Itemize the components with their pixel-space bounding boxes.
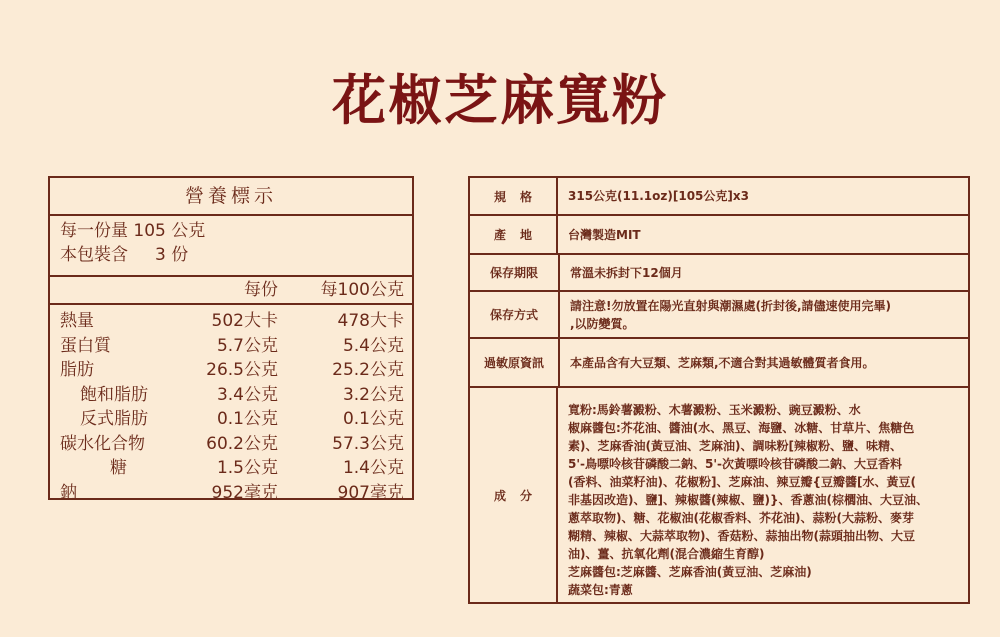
per-serving-value: 5.7公克: [216, 335, 278, 356]
nutrition-column-headers: [50, 277, 412, 305]
nutrient-label: 反式脂肪: [80, 409, 148, 429]
nutrient-label: 鈉: [60, 482, 77, 503]
info-row-origin: [470, 216, 968, 255]
per-serving-value: 0.1公克: [216, 409, 278, 429]
origin-value: 台灣製造MIT: [568, 227, 641, 242]
nutrition-table: [48, 176, 414, 503]
nutrient-label: 脂肪: [60, 360, 94, 380]
nutrient-label: 糖: [110, 458, 127, 478]
storage-line: 請注意!勿放置在陽光直射與潮濕處(折封後,請儘速使用完畢): [570, 298, 892, 313]
per-serving-value: 60.2公克: [206, 433, 278, 454]
per-100g-value: 57.3公克: [332, 433, 404, 454]
ingredients-value: [558, 388, 968, 602]
nutrition-heading: 營養標示: [50, 178, 412, 216]
per-serving-value: 26.5公克: [206, 360, 278, 380]
info-row-ingredients: [470, 388, 968, 602]
product-info-table: [468, 176, 970, 604]
nutrient-label: 蛋白質: [60, 335, 111, 356]
per-serving-value: 1.5公克: [216, 458, 278, 478]
product-title: 花椒芝麻寬粉: [332, 69, 668, 132]
storage-line: ,以防變質。: [570, 316, 635, 331]
nutrition-row-trans-fat: [50, 407, 412, 432]
ingredients-line: 寬粉:馬鈴薯澱粉、木薯澱粉、玉米澱粉、豌豆澱粉、水: [568, 403, 861, 417]
nutrient-label: 熱量: [60, 311, 94, 331]
per-100g-value: 25.2公克: [332, 360, 404, 380]
ingredients-line: (香料、油菜籽油)、花椒粉]、芝麻油、辣豆瓣{豆瓣醬[水、黃豆(: [568, 475, 916, 489]
ingredients-line: 糊精、辣椒、大蒜萃取物)、香菇粉、蒜抽出物(蒜頭抽出物、大豆: [568, 529, 915, 543]
nutrition-row-carbohydrate: [50, 432, 412, 457]
storage-value: [560, 292, 968, 337]
per-100g-value: 478大卡: [337, 311, 404, 331]
spec-label: 規格: [470, 178, 558, 214]
spec-value: 315公克(11.1oz)[105公克]x3: [568, 189, 749, 203]
nutrition-row-sodium: [50, 481, 412, 506]
per-serving-header: 每份: [244, 280, 278, 300]
info-row-shelf-life: [470, 255, 968, 292]
shelf-life-value: 常溫未拆封下12個月: [570, 265, 683, 280]
per-100g-header: 每100公克: [320, 280, 404, 300]
per-100g-value: 907毫克: [337, 482, 404, 503]
ingredients-line: 非基因改造)、鹽]、辣椒醬(辣椒、鹽)}、香蔥油(棕櫚油、大豆油、: [568, 493, 928, 507]
shelf-life-label: 保存期限: [470, 255, 560, 290]
serving-info: [50, 216, 412, 277]
ingredients-line: 蔬菜包:青蔥: [568, 583, 633, 597]
ingredients-line: 素)、芝麻香油(黃豆油、芝麻油)、調味粉[辣椒粉、鹽、味精、: [568, 439, 902, 453]
nutrition-row-sugar: [50, 456, 412, 481]
nutrition-row-protein: [50, 334, 412, 359]
allergen-label: 過敏原資訊: [470, 339, 560, 386]
allergen-value: 本產品含有大豆類、芝麻類,不適合對其過敏體質者食用。: [570, 355, 875, 370]
ingredients-line: 5'-鳥嘌呤核苷磷酸二鈉、5'-次黃嘌呤核苷磷酸二鈉、大豆香料: [568, 457, 903, 471]
nutrition-row-fat: [50, 358, 412, 383]
nutrition-row-energy: [50, 309, 412, 334]
per-100g-value: 5.4公克: [342, 335, 404, 356]
per-100g-value: 1.4公克: [342, 458, 404, 478]
nutrient-label: 飽和脂肪: [80, 384, 148, 405]
ingredients-line: 油)、薑、抗氧化劑(混合濃縮生育醇): [568, 547, 765, 561]
ingredients-label: 成分: [470, 388, 558, 602]
per-serving-value: 502大卡: [211, 311, 278, 331]
info-row-allergen: [470, 339, 968, 388]
nutrition-row-saturated-fat: [50, 383, 412, 408]
ingredients-line: 芝麻醬包:芝麻醬、芝麻香油(黃豆油、芝麻油): [568, 565, 812, 579]
per-100g-value: 0.1公克: [342, 409, 404, 429]
ingredients-line: 椒麻醬包:芥花油、醬油(水、黑豆、海鹽、冰糖、甘草片、焦糖色: [568, 421, 915, 435]
origin-label: 產地: [470, 216, 558, 253]
storage-label: 保存方式: [470, 292, 560, 337]
nutrition-rows: [50, 305, 412, 505]
nutrient-label: 碳水化合物: [60, 433, 145, 454]
ingredients-line: 蔥萃取物)、糖、花椒油(花椒香料、芥花油)、蒜粉(大蒜粉、麥芽: [568, 511, 914, 525]
per-100g-value: 3.2公克: [342, 384, 404, 405]
info-row-spec: [470, 178, 968, 216]
serving-size: 每一份量 105 公克: [60, 221, 206, 241]
servings-per-package: 本包裝含 3 份: [60, 245, 189, 265]
per-serving-value: 3.4公克: [216, 384, 278, 405]
per-serving-value: 952毫克: [211, 482, 278, 503]
info-row-storage: [470, 292, 968, 339]
